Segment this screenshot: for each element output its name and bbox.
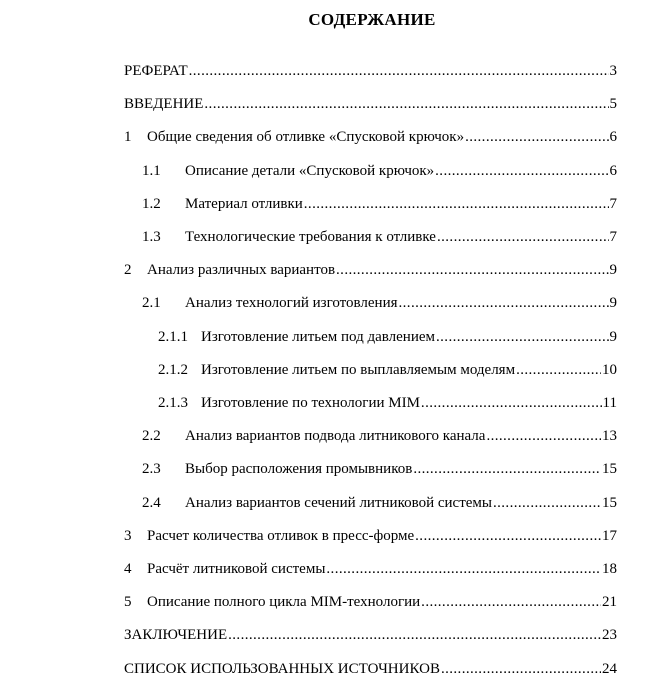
toc-entry-page: 18 xyxy=(602,561,617,577)
toc-entry-page: 23 xyxy=(602,627,617,644)
toc-entry-page: 13 xyxy=(602,428,617,445)
toc-entry[interactable] xyxy=(124,659,617,679)
toc-entry-title: Описание полного цикла MIM-технологии xyxy=(147,594,421,611)
dot-leader xyxy=(435,161,608,181)
toc-entry-page: 9 xyxy=(609,295,617,312)
toc-entry-page: 10 xyxy=(602,361,617,378)
toc-entry-title: РЕФЕРАТ xyxy=(124,63,188,79)
dot-leader xyxy=(326,559,601,579)
toc-entry-number: 3 xyxy=(124,527,132,544)
dot-leader xyxy=(304,194,609,214)
toc-entry-title: Выбор расположения промывников xyxy=(185,461,413,478)
toc-entry-page: 5 xyxy=(609,96,617,113)
toc-entry-page: 9 xyxy=(609,328,617,345)
toc-entry-page: 24 xyxy=(602,660,617,677)
toc-entry[interactable] xyxy=(124,61,617,81)
dot-leader xyxy=(204,94,608,114)
toc-entry-title: Изготовление литьем по выплавляемым моделям xyxy=(201,361,516,378)
toc-entry-page: 6 xyxy=(609,162,617,179)
toc-entry-title: ЗАКЛЮЧЕНИЕ xyxy=(124,627,228,644)
toc-entry-number: 5 xyxy=(124,594,132,611)
toc-entry-title: Технологические требования к отливке xyxy=(185,229,436,245)
toc-entry-number: 2.1 xyxy=(142,295,161,312)
toc-entry-title: СПИСОК ИСПОЛЬЗОВАННЫХ ИСТОЧНИКОВ xyxy=(124,660,440,677)
toc-entry-title: Описание детали «Спусковой крючок» xyxy=(185,162,435,179)
toc-entry-number: 2.3 xyxy=(142,461,161,478)
toc-entry[interactable] xyxy=(124,161,617,181)
toc-entry[interactable] xyxy=(124,194,617,214)
toc-entry[interactable] xyxy=(124,526,617,546)
toc-entry[interactable] xyxy=(124,493,617,513)
dot-leader xyxy=(465,127,608,147)
dot-leader xyxy=(415,526,601,546)
toc-entry-page: 15 xyxy=(602,461,617,478)
toc-entry[interactable] xyxy=(124,625,617,645)
dot-leader xyxy=(336,260,608,280)
toc-entry-page: 11 xyxy=(602,395,617,411)
toc-entry[interactable] xyxy=(124,327,617,347)
toc-entry-title: Расчет количества отливок в пресс-форме xyxy=(147,527,415,544)
toc-entry[interactable] xyxy=(124,360,617,380)
toc-entry-number: 1.1 xyxy=(142,162,161,179)
dot-leader xyxy=(437,227,609,247)
toc-entry[interactable] xyxy=(124,426,617,446)
toc-entry-title: Материал отливки xyxy=(185,195,303,212)
toc-entry-title: Анализ вариантов подвода литникового канала xyxy=(185,428,486,445)
toc-entry-number: 2 xyxy=(124,262,132,279)
dot-leader xyxy=(228,625,601,645)
toc-entry-page: 15 xyxy=(602,494,617,511)
dot-leader xyxy=(516,360,601,380)
toc-entry-page: 7 xyxy=(609,229,617,245)
toc-entry-title: Анализ различных вариантов xyxy=(147,262,336,279)
dot-leader xyxy=(486,426,601,446)
dot-leader xyxy=(413,459,601,479)
dot-leader xyxy=(493,493,601,513)
toc-entry-title: Изготовление по технологии MIM xyxy=(201,395,420,411)
dot-leader xyxy=(441,659,601,679)
toc-entry-page: 6 xyxy=(609,129,617,146)
toc-entry-title: ВВЕДЕНИЕ xyxy=(124,96,204,113)
toc-entry-number: 1.3 xyxy=(142,229,161,245)
dot-leader xyxy=(399,293,609,313)
toc-entry-page: 9 xyxy=(609,262,617,279)
toc-entry-page: 3 xyxy=(609,63,617,79)
toc-entry[interactable] xyxy=(124,559,617,579)
toc-entry-number: 2.1.1 xyxy=(158,328,188,345)
toc-entry-page: 17 xyxy=(602,527,617,544)
toc-entry[interactable] xyxy=(124,293,617,313)
toc-entry[interactable] xyxy=(124,393,617,413)
toc-entry-title: Анализ технологий изготовления xyxy=(185,295,398,312)
toc-entry-title: Общие сведения об отливке «Спусковой крючок» xyxy=(147,129,465,146)
toc-entry-number: 2.1.2 xyxy=(158,361,188,378)
toc-entry-title: Расчёт литниковой системы xyxy=(147,561,326,577)
toc-entry[interactable] xyxy=(124,260,617,280)
dot-leader xyxy=(436,327,609,347)
toc-entry-number: 2.4 xyxy=(142,494,161,511)
toc-entry-number: 1 xyxy=(124,129,132,146)
toc-entry-title: Изготовление литьем под давлением xyxy=(201,328,435,345)
toc-entry[interactable] xyxy=(124,592,617,612)
toc-entry-number: 2.1.3 xyxy=(158,395,188,411)
toc-entry[interactable] xyxy=(124,227,617,247)
toc-entry-title: Анализ вариантов сечений литниковой системы xyxy=(185,494,492,511)
toc-entry-number: 1.2 xyxy=(142,195,161,212)
toc-title: СОДЕРЖАНИЕ xyxy=(308,10,436,29)
toc-entry[interactable] xyxy=(124,94,617,114)
toc-entry-page: 7 xyxy=(609,195,617,212)
toc-entry-number: 2.2 xyxy=(142,428,161,445)
toc-entry-page: 21 xyxy=(602,594,617,611)
toc-entry-number: 4 xyxy=(124,561,132,577)
dot-leader xyxy=(421,393,602,413)
dot-leader xyxy=(421,592,601,612)
toc-entry[interactable] xyxy=(124,127,617,147)
toc-entry[interactable] xyxy=(124,459,617,479)
dot-leader xyxy=(189,61,609,81)
